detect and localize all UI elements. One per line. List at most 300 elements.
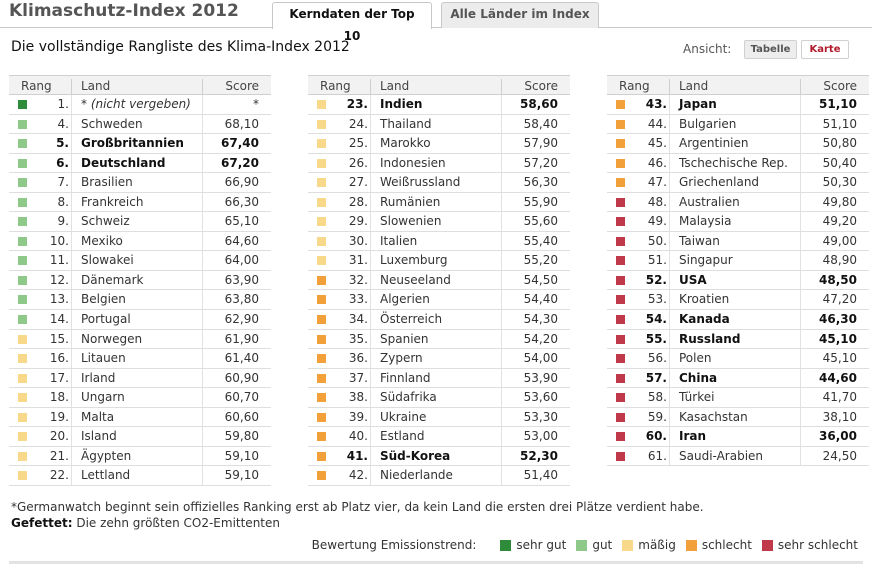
trend-square-icon bbox=[616, 295, 625, 304]
trend-square-icon bbox=[18, 335, 27, 344]
score-cell: 67,20 bbox=[221, 155, 259, 170]
table-row bbox=[9, 349, 271, 369]
score-cell: 60,90 bbox=[224, 370, 259, 385]
score-cell: 54,30 bbox=[523, 312, 558, 327]
trend-square-icon bbox=[18, 393, 27, 402]
ranking-table-1 bbox=[9, 75, 271, 486]
score-cell: 51,40 bbox=[523, 468, 558, 483]
score-cell: 57,90 bbox=[523, 136, 558, 151]
trend-square-icon bbox=[616, 159, 625, 168]
country-cell: Mexiko bbox=[81, 233, 123, 248]
rank-cell: 36. bbox=[348, 351, 368, 366]
score-cell: 50,80 bbox=[822, 136, 857, 151]
country-cell: Ukraine bbox=[380, 409, 427, 424]
column-header-rank: Rang bbox=[619, 79, 650, 93]
legend-square-icon bbox=[762, 540, 773, 551]
country-cell: Kanada bbox=[679, 312, 730, 327]
country-cell: Slowenien bbox=[380, 214, 442, 229]
trend-square-icon bbox=[317, 256, 326, 265]
table-row bbox=[607, 369, 869, 389]
table-row bbox=[308, 193, 570, 213]
column-header-country: Land bbox=[380, 79, 410, 93]
score-cell: 53,60 bbox=[523, 390, 558, 405]
table-row bbox=[9, 408, 271, 428]
table-row bbox=[9, 193, 271, 213]
country-cell: Tschechische Rep. bbox=[679, 155, 788, 170]
table-row bbox=[607, 134, 869, 154]
country-cell: Island bbox=[81, 429, 117, 444]
score-cell: 68,10 bbox=[224, 116, 259, 131]
rank-cell: 23. bbox=[346, 97, 368, 111]
country-cell: Thailand bbox=[380, 116, 432, 131]
trend-square-icon bbox=[18, 100, 27, 109]
country-cell: Russland bbox=[679, 331, 741, 346]
table-row bbox=[607, 330, 869, 350]
rank-cell: 21. bbox=[49, 448, 69, 463]
rank-cell: 17. bbox=[49, 370, 69, 385]
score-cell: 50,30 bbox=[822, 175, 857, 190]
trend-square-icon bbox=[317, 120, 326, 129]
score-cell: 60,60 bbox=[224, 409, 259, 424]
rank-cell: 4. bbox=[57, 116, 69, 131]
rank-cell: 28. bbox=[348, 194, 368, 209]
column-header-country: Land bbox=[81, 79, 111, 93]
table-row bbox=[607, 232, 869, 252]
score-cell: 58,60 bbox=[520, 97, 558, 111]
table-row bbox=[607, 193, 869, 213]
score-cell: 44,60 bbox=[819, 370, 857, 385]
rank-cell: 25. bbox=[348, 136, 368, 151]
table-row bbox=[607, 290, 869, 310]
score-cell: 65,10 bbox=[224, 214, 259, 229]
table-row bbox=[607, 388, 869, 408]
table-row bbox=[9, 330, 271, 350]
trend-square-icon bbox=[18, 159, 27, 168]
country-cell: Polen bbox=[679, 351, 712, 366]
country-cell: Rumänien bbox=[380, 194, 441, 209]
score-cell: 54,00 bbox=[523, 351, 558, 366]
tab-kerndaten[interactable]: Kerndaten der Top 10 bbox=[272, 2, 432, 29]
table-row bbox=[607, 349, 869, 369]
rank-cell: 59. bbox=[647, 409, 667, 424]
column-header-country: Land bbox=[679, 79, 709, 93]
table-row bbox=[607, 271, 869, 291]
rank-cell: 38. bbox=[348, 390, 368, 405]
country-cell: Südafrika bbox=[380, 390, 437, 405]
score-cell: 61,90 bbox=[224, 331, 259, 346]
footnote-bold-label: Gefettet: bbox=[11, 516, 73, 530]
table-row bbox=[9, 310, 271, 330]
trend-square-icon bbox=[317, 413, 326, 422]
trend-square-icon bbox=[616, 413, 625, 422]
rank-cell: 32. bbox=[348, 272, 368, 287]
country-cell: Brasilien bbox=[81, 175, 133, 190]
table-row bbox=[308, 310, 570, 330]
column-header-score: Score bbox=[823, 79, 857, 93]
score-cell: 60,70 bbox=[224, 390, 259, 405]
table-row bbox=[9, 466, 271, 486]
trend-square-icon bbox=[317, 139, 326, 148]
table-row bbox=[9, 232, 271, 252]
rank-cell: 14. bbox=[49, 312, 69, 327]
table-row bbox=[607, 95, 869, 115]
score-cell: 51,10 bbox=[819, 97, 857, 111]
score-cell: 24,50 bbox=[822, 448, 857, 463]
trend-square-icon bbox=[317, 295, 326, 304]
rank-cell: 43. bbox=[645, 97, 667, 111]
trend-square-icon bbox=[18, 315, 27, 324]
score-cell: 38,10 bbox=[822, 409, 857, 424]
score-cell: 53,30 bbox=[523, 409, 558, 424]
table-header bbox=[308, 75, 570, 95]
rank-cell: 50. bbox=[647, 233, 667, 248]
table-header bbox=[607, 75, 869, 95]
rank-cell: 20. bbox=[49, 429, 69, 444]
table-row bbox=[9, 251, 271, 271]
table-row bbox=[308, 290, 570, 310]
rank-cell: 11. bbox=[49, 253, 69, 268]
trend-square-icon bbox=[18, 217, 27, 226]
rank-cell: 8. bbox=[57, 194, 69, 209]
rank-cell: 54. bbox=[645, 312, 667, 327]
rank-cell: 46. bbox=[647, 155, 667, 170]
column-header-rank: Rang bbox=[320, 79, 351, 93]
country-cell: Iran bbox=[679, 429, 707, 444]
trend-square-icon bbox=[317, 452, 326, 461]
table-row bbox=[308, 251, 570, 271]
score-cell: 66,90 bbox=[224, 175, 259, 190]
score-cell: 50,40 bbox=[822, 155, 857, 170]
score-cell: * bbox=[253, 97, 259, 111]
header-bar bbox=[0, 0, 872, 43]
legend-item-schlecht bbox=[686, 538, 752, 552]
rank-cell: 9. bbox=[57, 214, 69, 229]
country-cell: Irland bbox=[81, 370, 116, 385]
country-cell: Luxemburg bbox=[380, 253, 448, 268]
score-cell: 36,00 bbox=[819, 429, 857, 444]
trend-square-icon bbox=[317, 335, 326, 344]
country-cell: Lettland bbox=[81, 468, 131, 483]
country-cell: Schweiz bbox=[81, 214, 130, 229]
rank-cell: 40. bbox=[348, 429, 368, 444]
table-view-button[interactable]: Tabelle bbox=[744, 40, 797, 59]
rank-cell: 27. bbox=[348, 175, 368, 190]
score-cell: 61,40 bbox=[224, 351, 259, 366]
trend-square-icon bbox=[18, 432, 27, 441]
rank-cell: 18. bbox=[49, 390, 69, 405]
country-cell: Finnland bbox=[380, 370, 431, 385]
country-cell: Malta bbox=[81, 409, 115, 424]
table-row bbox=[9, 388, 271, 408]
country-cell: Ägypten bbox=[81, 448, 132, 463]
score-cell: 64,00 bbox=[224, 253, 259, 268]
column-header-score: Score bbox=[524, 79, 558, 93]
rank-cell: 19. bbox=[49, 409, 69, 424]
trend-square-icon bbox=[18, 452, 27, 461]
table-row bbox=[308, 427, 570, 447]
trend-square-icon bbox=[317, 393, 326, 402]
rank-cell: 12. bbox=[49, 272, 69, 287]
country-cell: Slowakei bbox=[81, 253, 134, 268]
rank-cell: 37. bbox=[348, 370, 368, 385]
trend-square-icon bbox=[317, 198, 326, 207]
legend-item-sehr-gut bbox=[500, 538, 566, 552]
table-row bbox=[607, 251, 869, 271]
table-row bbox=[308, 447, 570, 467]
score-cell: 63,80 bbox=[224, 292, 259, 307]
score-cell: 59,10 bbox=[224, 448, 259, 463]
trend-legend bbox=[312, 538, 858, 552]
trend-square-icon bbox=[18, 198, 27, 207]
rank-cell: 47. bbox=[647, 175, 667, 190]
score-cell: 55,20 bbox=[523, 253, 558, 268]
table-row bbox=[308, 212, 570, 232]
country-cell: Japan bbox=[679, 97, 717, 111]
country-cell: Algerien bbox=[380, 292, 430, 307]
table-row bbox=[607, 212, 869, 232]
rank-cell: 31. bbox=[348, 253, 368, 268]
country-cell: Süd-Korea bbox=[380, 448, 451, 463]
country-cell: Portugal bbox=[81, 312, 131, 327]
legend-item-label: sehr gut bbox=[516, 538, 567, 552]
rank-cell: 1. bbox=[57, 97, 69, 111]
rank-cell: 29. bbox=[348, 214, 368, 229]
rank-cell: 45. bbox=[647, 136, 667, 151]
table-row bbox=[308, 349, 570, 369]
legend-square-icon bbox=[500, 540, 511, 551]
bottom-divider bbox=[9, 561, 863, 564]
footnote: *Germanwatch beginnt sein offizielles Ranking erst ab Platz vier, da kein Land die ersten drei Plätze verdient habe. bbox=[11, 500, 704, 514]
trend-square-icon bbox=[616, 178, 625, 187]
score-cell: 59,10 bbox=[224, 468, 259, 483]
rank-cell: 53. bbox=[647, 292, 667, 307]
trend-square-icon bbox=[616, 374, 625, 383]
trend-square-icon bbox=[616, 393, 625, 402]
score-cell: 57,20 bbox=[523, 155, 558, 170]
rank-cell: 7. bbox=[57, 175, 69, 190]
table-row bbox=[9, 427, 271, 447]
score-cell: 58,40 bbox=[523, 116, 558, 131]
trend-square-icon bbox=[18, 413, 27, 422]
score-cell: 54,40 bbox=[523, 292, 558, 307]
legend-item-gut bbox=[576, 538, 612, 552]
table-row bbox=[607, 173, 869, 193]
country-cell: Malaysia bbox=[679, 214, 732, 229]
trend-square-icon bbox=[18, 178, 27, 187]
score-cell: 49,20 bbox=[822, 214, 857, 229]
legend-item-maessig bbox=[622, 538, 676, 552]
table-row bbox=[308, 154, 570, 174]
score-cell: 54,20 bbox=[523, 331, 558, 346]
trend-square-icon bbox=[18, 139, 27, 148]
country-cell: Argentinien bbox=[679, 136, 749, 151]
country-cell: China bbox=[679, 370, 718, 385]
footnote-bold-legend bbox=[11, 516, 280, 530]
table-row bbox=[9, 369, 271, 389]
rank-cell: 58. bbox=[647, 390, 667, 405]
map-view-button[interactable]: Karte bbox=[801, 40, 849, 59]
score-cell: 48,90 bbox=[822, 253, 857, 268]
table-header bbox=[9, 75, 271, 95]
table-row bbox=[9, 115, 271, 135]
rank-cell: 56. bbox=[647, 351, 667, 366]
country-cell: Dänemark bbox=[81, 272, 144, 287]
trend-square-icon bbox=[18, 120, 27, 129]
country-cell: Indonesien bbox=[380, 155, 446, 170]
table-row bbox=[308, 232, 570, 252]
table-row bbox=[9, 271, 271, 291]
country-cell: Ungarn bbox=[81, 390, 125, 405]
score-cell: 54,50 bbox=[523, 272, 558, 287]
score-cell: 48,50 bbox=[819, 272, 857, 287]
table-row bbox=[607, 310, 869, 330]
table-row bbox=[308, 134, 570, 154]
country-cell: Niederlande bbox=[380, 468, 453, 483]
trend-square-icon bbox=[616, 120, 625, 129]
country-cell: Bulgarien bbox=[679, 116, 737, 131]
view-label: Ansicht: bbox=[683, 42, 732, 56]
trend-square-icon bbox=[616, 315, 625, 324]
country-cell: Großbritannien bbox=[81, 136, 184, 151]
tab-alle-laender[interactable]: Alle Länder im Index bbox=[441, 2, 599, 28]
rank-cell: 49. bbox=[647, 214, 667, 229]
rank-cell: 57. bbox=[645, 370, 667, 385]
country-cell: Italien bbox=[380, 233, 418, 248]
score-cell: 46,30 bbox=[819, 312, 857, 327]
legend-item-label: gut bbox=[592, 538, 613, 552]
legend-item-label: sehr schlecht bbox=[777, 538, 858, 552]
table-row bbox=[9, 134, 271, 154]
column-header-score: Score bbox=[225, 79, 259, 93]
table-row bbox=[607, 154, 869, 174]
rank-cell: 33. bbox=[348, 292, 368, 307]
table-row bbox=[9, 154, 271, 174]
country-cell: Kroatien bbox=[679, 292, 730, 307]
score-cell: 64,60 bbox=[224, 233, 259, 248]
table-row bbox=[308, 408, 570, 428]
rank-cell: 41. bbox=[346, 448, 368, 463]
country-cell: Schweden bbox=[81, 116, 143, 131]
rank-cell: 5. bbox=[56, 136, 69, 151]
legend-item-label: mäßig bbox=[638, 538, 676, 552]
column-header-rank: Rang bbox=[21, 79, 52, 93]
trend-square-icon bbox=[317, 237, 326, 246]
rank-cell: 35. bbox=[348, 331, 368, 346]
trend-square-icon bbox=[317, 315, 326, 324]
country-cell: Indien bbox=[380, 97, 423, 111]
score-cell: 55,90 bbox=[523, 194, 558, 209]
score-cell: 51,10 bbox=[822, 116, 857, 131]
score-cell: 55,60 bbox=[523, 214, 558, 229]
section-title: Die vollständige Rangliste des Klima-Index 2012 bbox=[11, 39, 350, 55]
page-title: Klimaschutz-Index 2012 bbox=[9, 1, 239, 21]
rank-cell: 61. bbox=[647, 448, 667, 463]
trend-square-icon bbox=[616, 139, 625, 148]
trend-square-icon bbox=[616, 354, 625, 363]
rank-cell: 26. bbox=[348, 155, 368, 170]
table-row bbox=[9, 290, 271, 310]
trend-square-icon bbox=[18, 276, 27, 285]
table-row bbox=[9, 173, 271, 193]
score-cell: 53,00 bbox=[523, 429, 558, 444]
trend-square-icon bbox=[616, 452, 625, 461]
country-cell: Kasachstan bbox=[679, 409, 748, 424]
trend-square-icon bbox=[317, 159, 326, 168]
country-cell: Norwegen bbox=[81, 331, 143, 346]
trend-square-icon bbox=[18, 471, 27, 480]
table-row bbox=[9, 95, 271, 115]
footnote-bold-text: Die zehn größten CO2-Emittenten bbox=[76, 516, 280, 530]
country-cell: Australien bbox=[679, 194, 740, 209]
rank-cell: 22. bbox=[49, 468, 69, 483]
rank-cell: 6. bbox=[56, 155, 69, 170]
table-row bbox=[308, 115, 570, 135]
trend-square-icon bbox=[18, 295, 27, 304]
score-cell: 63,90 bbox=[224, 272, 259, 287]
rank-cell: 44. bbox=[647, 116, 667, 131]
table-row bbox=[607, 115, 869, 135]
trend-square-icon bbox=[616, 217, 625, 226]
country-cell: Weißrussland bbox=[380, 175, 461, 190]
score-cell: 67,40 bbox=[221, 136, 259, 151]
trend-square-icon bbox=[317, 178, 326, 187]
table-row bbox=[9, 447, 271, 467]
score-cell: 53,90 bbox=[523, 370, 558, 385]
country-cell: Litauen bbox=[81, 351, 126, 366]
trend-square-icon bbox=[616, 100, 625, 109]
score-cell: 56,30 bbox=[523, 175, 558, 190]
table-row bbox=[308, 330, 570, 350]
table-row bbox=[308, 388, 570, 408]
trend-square-icon bbox=[317, 471, 326, 480]
score-cell: 59,80 bbox=[224, 429, 259, 444]
trend-square-icon bbox=[616, 256, 625, 265]
table-row bbox=[308, 369, 570, 389]
score-cell: 49,80 bbox=[822, 194, 857, 209]
country-cell: * (nicht vergeben) bbox=[81, 97, 191, 111]
trend-square-icon bbox=[616, 237, 625, 246]
score-cell: 45,10 bbox=[822, 351, 857, 366]
trend-square-icon bbox=[18, 354, 27, 363]
ranking-table-2 bbox=[308, 75, 570, 486]
rank-cell: 55. bbox=[645, 331, 667, 346]
trend-square-icon bbox=[317, 217, 326, 226]
score-cell: 45,10 bbox=[819, 331, 857, 346]
table-row bbox=[9, 212, 271, 232]
score-cell: 52,30 bbox=[520, 448, 558, 463]
rank-cell: 13. bbox=[49, 292, 69, 307]
trend-square-icon bbox=[18, 237, 27, 246]
score-cell: 41,70 bbox=[822, 390, 857, 405]
table-row bbox=[308, 466, 570, 486]
legend-item-sehr-schlecht bbox=[762, 538, 858, 552]
score-cell: 49,00 bbox=[822, 233, 857, 248]
rank-cell: 34. bbox=[348, 312, 368, 327]
table-row bbox=[308, 95, 570, 115]
country-cell: Belgien bbox=[81, 292, 126, 307]
trend-square-icon bbox=[317, 432, 326, 441]
trend-square-icon bbox=[317, 276, 326, 285]
rank-cell: 10. bbox=[49, 233, 69, 248]
legend-square-icon bbox=[576, 540, 587, 551]
ranking-table-3 bbox=[607, 75, 869, 466]
country-cell: Estland bbox=[380, 429, 425, 444]
legend-label: Bewertung Emissionstrend: bbox=[311, 538, 477, 552]
rank-cell: 52. bbox=[645, 272, 667, 287]
trend-square-icon bbox=[616, 432, 625, 441]
legend-square-icon bbox=[622, 540, 633, 551]
rank-cell: 42. bbox=[348, 468, 368, 483]
